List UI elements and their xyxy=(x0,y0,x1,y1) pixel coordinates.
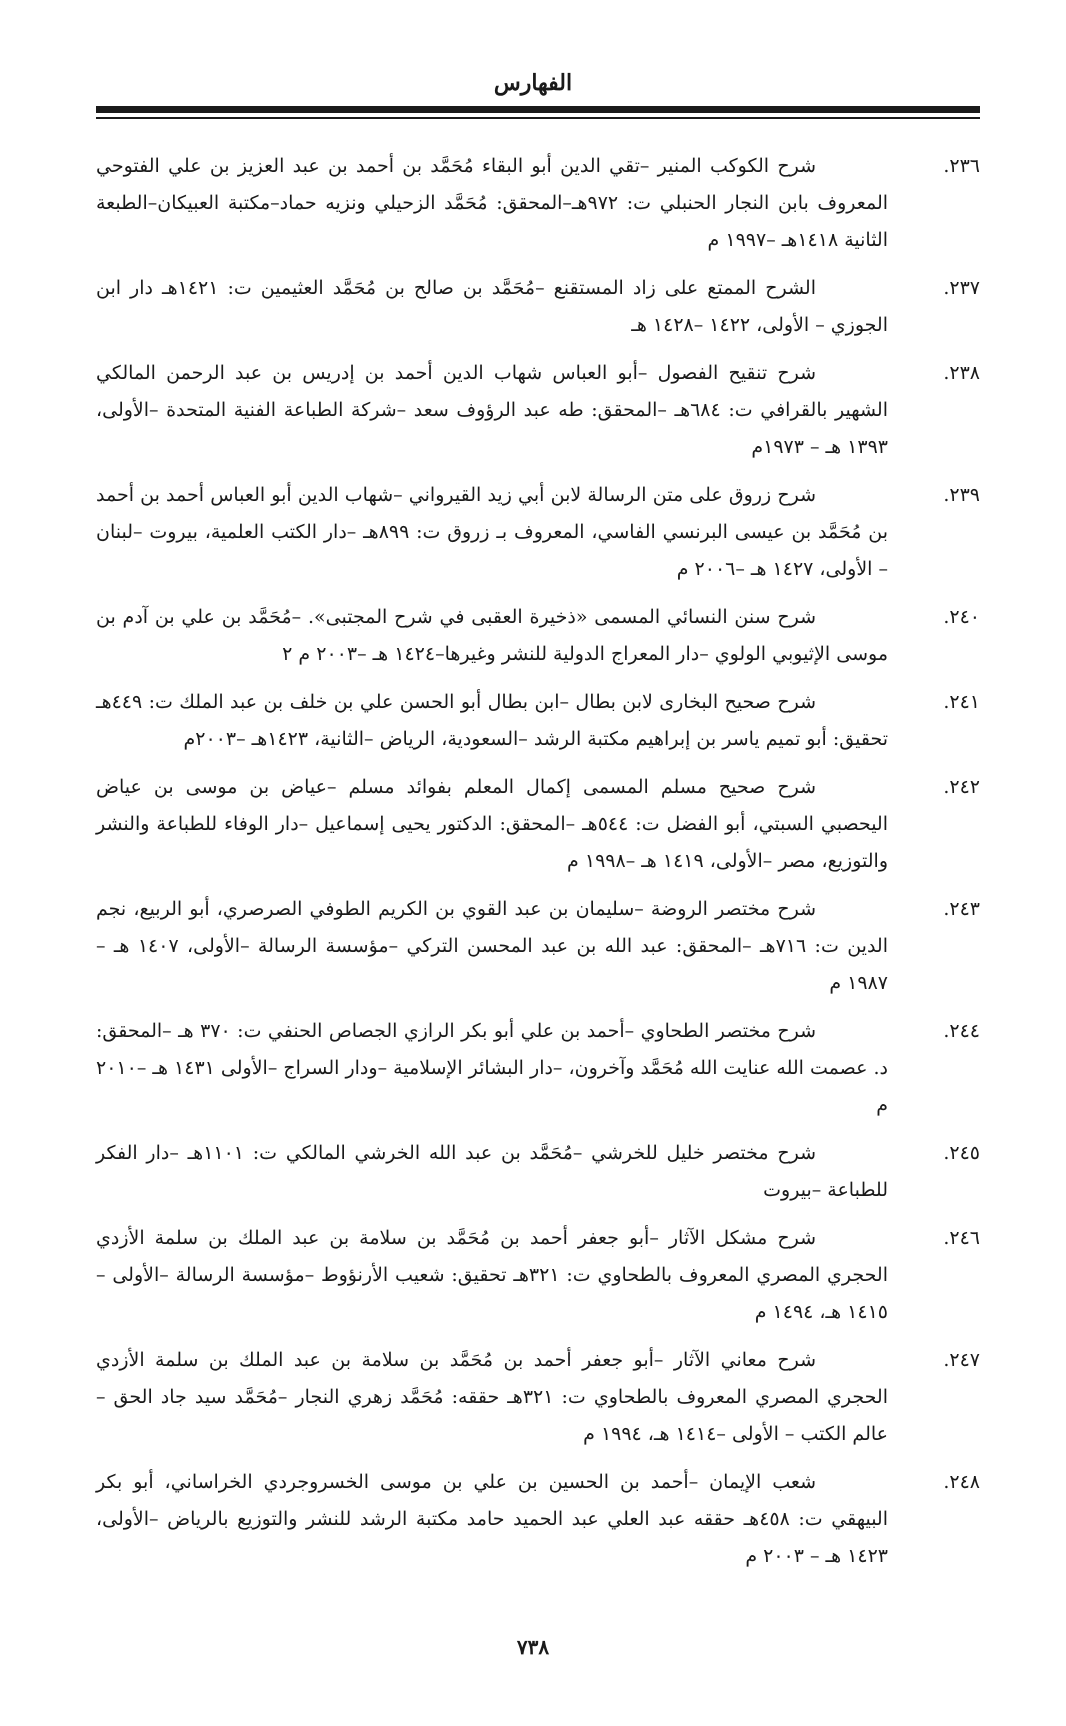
entry-text: الشرح الممتع على زاد المستقنع –مُحَمَّد بن صالح بن مُحَمَّد العثيمين ت: ١٤٢١هـ دار ابن الجوزي – الأولى، ١٤٢٢ –١٤٢٨ هـ xyxy=(96,277,888,336)
entry-number: ٢٣٨. xyxy=(943,362,980,384)
entry-text: شرح تنقيح الفصول –أبو العباس شهاب الدين أحمد بن إدريس بن عبد الرحمن المالكي الشهير بالقرافي ت: ٦٨٤هـ –المحقق: طه عبد الرؤوف سعد –شركة الطباعة الفنية المتحدة –الأولى، ١٣٩٣ هـ – ١٩٧٣م xyxy=(96,362,888,458)
header-rule-thick xyxy=(96,106,980,113)
entry-number: ٢٣٩. xyxy=(943,484,980,506)
bibliography-entry xyxy=(96,1342,980,1453)
entry-text: شرح معاني الآثار –أبو جعفر أحمد بن مُحَمَّد بن سلامة بن عبد الملك بن سلمة الأزدي الحجري المصري المعروف بالطحاوي ت: ٣٢١هـ حققه: مُحَمَّد زهري النجار –مُحَمَّد سيد جاد الحق –عالم الكتب – الأولى –١٤١٤ هـ، ١٩٩٤ م xyxy=(96,1349,888,1445)
entry-number: ٢٤٣. xyxy=(943,898,980,920)
bibliography-entry xyxy=(96,684,980,758)
entry-number: ٢٤٧. xyxy=(943,1349,980,1371)
bibliography-list xyxy=(96,148,980,1586)
bibliography-entry xyxy=(96,891,980,1002)
entry-number: ٢٤٤. xyxy=(943,1020,980,1042)
entry-number: ٢٤٠. xyxy=(943,606,980,628)
entry-text: شرح سنن النسائي المسمى «ذخيرة العقبى في شرح المجتبى». –مُحَمَّد بن علي بن آدم بن موسى الإثيوبي الولوي –دار المعراج الدولية للنشر وغيرها–١٤٢٤ هـ –٢٠٠٣ م ٢ xyxy=(96,606,888,665)
bibliography-entry xyxy=(96,599,980,673)
bibliography-entry xyxy=(96,355,980,466)
bibliography-entry xyxy=(96,1013,980,1124)
header-rule-thin xyxy=(96,117,980,119)
entry-text: شرح زروق على متن الرسالة لابن أبي زيد القيرواني –شهاب الدين أبو العباس أحمد بن أحمد بن مُحَمَّد بن عيسى البرنسي الفاسي، المعروف بـ زروق ت: ٨٩٩هـ –دار الكتب العلمية، بيروت –لبنان – الأولى، ١٤٢٧ هـ –٢٠٠٦ م xyxy=(96,484,888,580)
entry-text: شرح مختصر خليل للخرشي –مُحَمَّد بن عبد الله الخرشي المالكي ت: ١١٠١هـ –دار الفكر للطباعة –بيروت xyxy=(96,1142,888,1201)
entry-number: ٢٤٥. xyxy=(943,1142,980,1164)
entry-text: شرح الكوكب المنير –تقي الدين أبو البقاء مُحَمَّد بن أحمد بن عبد العزيز بن علي الفتوحي المعروف بابن النجار الحنبلي ت: ٩٧٢هـ–المحقق: مُحَمَّد الزحيلي ونزيه حماد–مكتبة العبيكان–الطبعة الثانية ١٤١٨هـ –١٩٩٧ م xyxy=(96,155,889,251)
bibliography-entry xyxy=(96,1220,980,1331)
entry-text: شرح مختصر الروضة –سليمان بن عبد القوي بن الكريم الطوفي الصرصري، أبو الربيع، نجم الدين ت: ٧١٦هـ –المحقق: عبد الله بن عبد المحسن التركي –مؤسسة الرسالة –الأولى، ١٤٠٧ هـ –١٩٨٧ م xyxy=(96,898,888,994)
bibliography-entry xyxy=(96,477,980,588)
entry-number: ٢٤٢. xyxy=(943,776,980,798)
bibliography-entry xyxy=(96,270,980,344)
entry-number: ٢٣٧. xyxy=(943,277,980,299)
entry-text: شرح مختصر الطحاوي –أحمد بن علي أبو بكر الرازي الجصاص الحنفي ت: ٣٧٠ هـ –المحقق: د. عصمت الله عنايت الله مُحَمَّد وآخرون، –دار البشائر الإسلامية –ودار السراج –الأولى ١٤٣١ هـ –٢٠١٠ م xyxy=(96,1020,888,1116)
bibliography-entry xyxy=(96,769,980,880)
bibliography-entry xyxy=(96,148,980,259)
entry-text: شعب الإيمان –أحمد بن الحسين بن علي بن موسى الخسروجردي الخراساني، أبو بكر البيهقي ت: ٤٥٨هـ حققه عبد العلي عبد الحميد حامد مكتبة الرشد للنشر والتوزيع بالرياض –الأولى، ١٤٢٣ هـ – ٢٠٠٣ م xyxy=(96,1471,889,1567)
page-header-title: الفهارس xyxy=(493,70,573,96)
entry-number: ٢٤١. xyxy=(943,691,980,713)
entry-text: شرح مشكل الآثار –أبو جعفر أحمد بن مُحَمَّد بن سلامة بن عبد الملك بن سلمة الأزدي الحجري المصري المعروف بالطحاوي ت: ٣٢١هـ تحقيق: شعيب الأرنؤوط –مؤسسة الرسالة –الأولى –١٤١٥ هـ، ١٤٩٤ م xyxy=(96,1227,888,1323)
page-number: ٧٣٨ xyxy=(516,1635,550,1659)
bibliography-entry xyxy=(96,1464,980,1575)
entry-number: ٢٤٨. xyxy=(943,1471,980,1493)
entry-number: ٢٣٦. xyxy=(943,155,980,177)
bibliography-entry xyxy=(96,1135,980,1209)
entry-text: شرح صحيح مسلم المسمى إكمال المعلم بفوائد مسلم –عياض بن موسى بن عياض اليحصبي السبتي، أبو الفضل ت: ٥٤٤هـ –المحقق: الدكتور يحيى إسماعيل –دار الوفاء للطباعة والنشر والتوزيع، مصر –الأولى، ١٤١٩ هـ –١٩٩٨ م xyxy=(96,776,888,872)
entry-number: ٢٤٦. xyxy=(943,1227,980,1249)
entry-text: شرح صحيح البخارى لابن بطال –ابن بطال أبو الحسن علي بن خلف بن عبد الملك ت: ٤٤٩هـ تحقيق: أبو تميم ياسر بن إبراهيم مكتبة الرشد –السعودية، الرياض –الثانية، ١٤٢٣هـ –٢٠٠٣م xyxy=(96,691,888,750)
